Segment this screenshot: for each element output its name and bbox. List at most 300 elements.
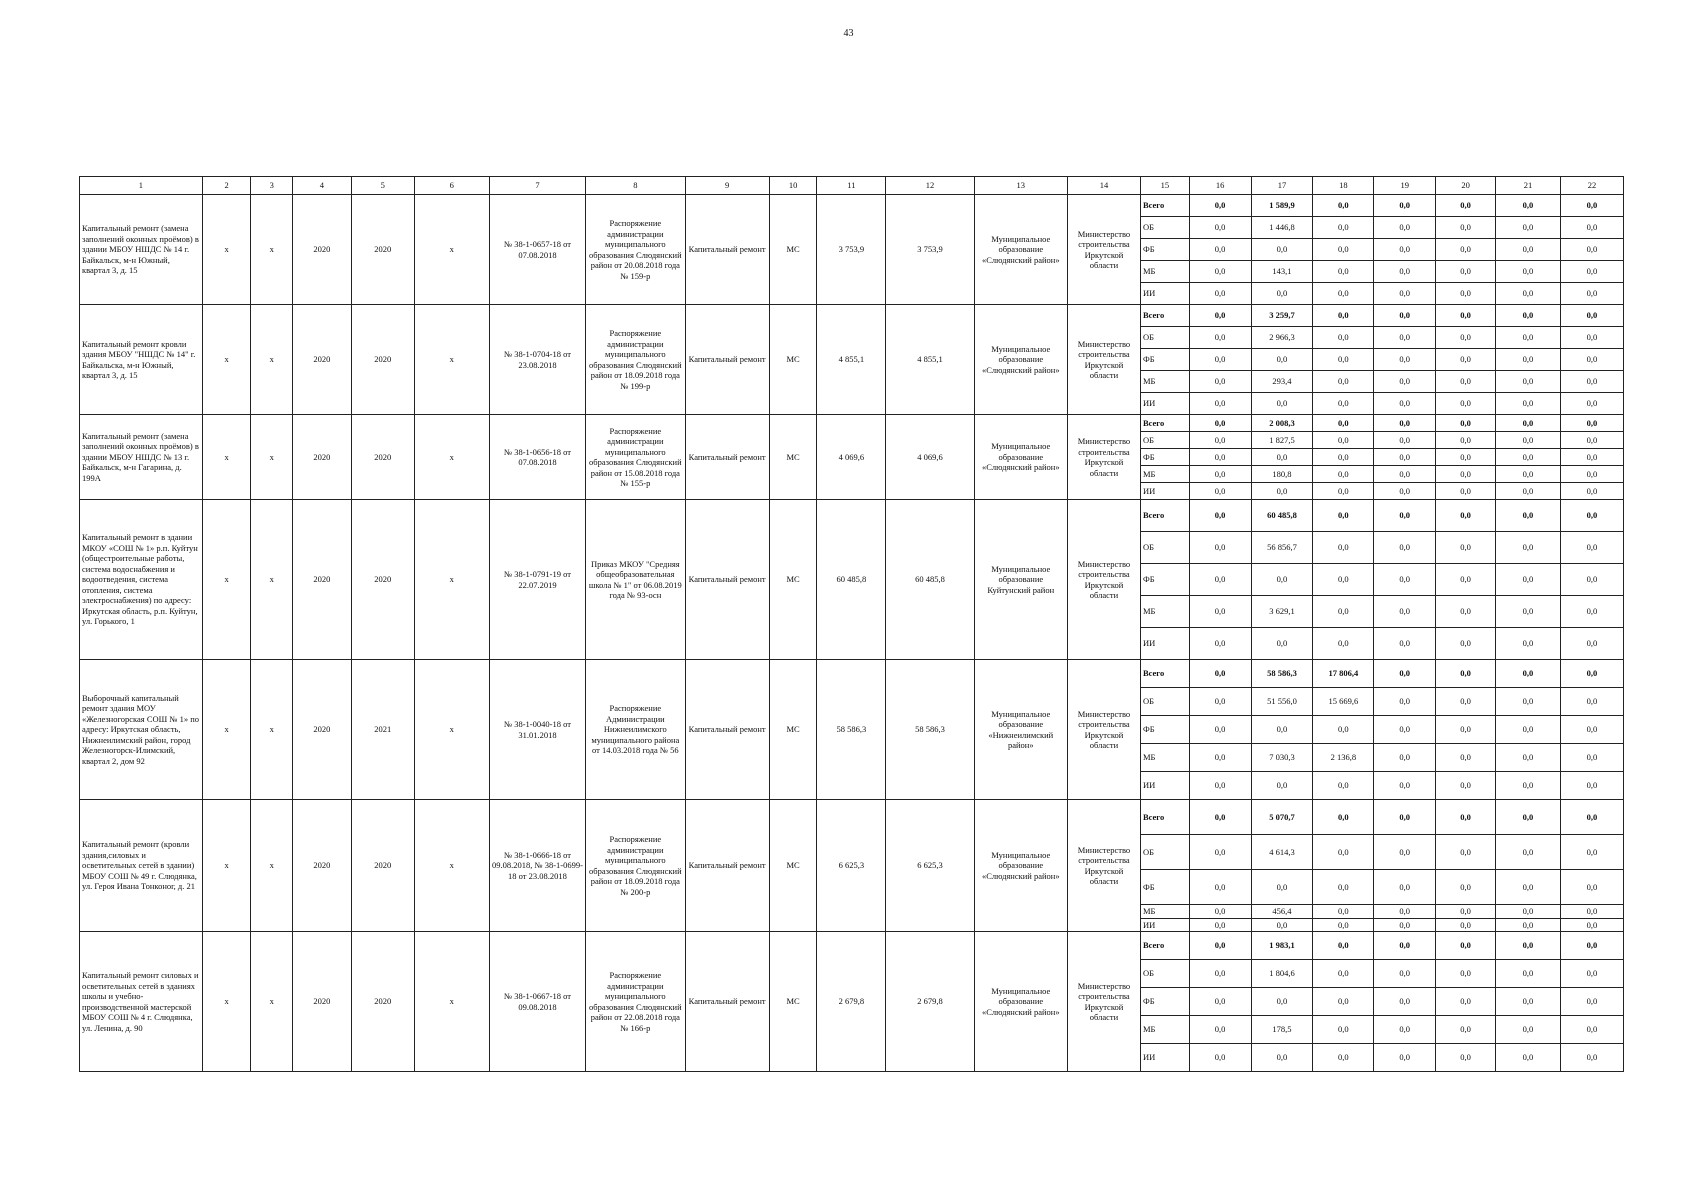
- funding-source-cell: ФБ: [1140, 716, 1189, 744]
- amount-cell-col16: 0,0: [1189, 1016, 1251, 1044]
- financing-table-container: [79, 176, 1624, 1072]
- amount-cell-col18: 0,0: [1313, 327, 1374, 349]
- amount-cell-col22: 0,0: [1560, 305, 1623, 327]
- amount-cell-col20: 0,0: [1436, 960, 1496, 988]
- column-header-17: 17: [1251, 177, 1313, 195]
- amount-cell-col19: 0,0: [1374, 532, 1436, 564]
- cost-total-cell: 4 069,6: [817, 415, 886, 500]
- recipient-cell: Муниципальное образование «Слюдянский район»: [974, 195, 1067, 305]
- amount-cell-col18: 0,0: [1313, 628, 1374, 660]
- amount-cell-col17: 5 070,7: [1251, 800, 1313, 835]
- amount-cell-col22: 0,0: [1560, 870, 1623, 905]
- amount-cell-col21: 0,0: [1496, 239, 1561, 261]
- amount-cell-col16: 0,0: [1189, 596, 1251, 628]
- funding-source-cell: ОБ: [1140, 960, 1189, 988]
- amount-cell-col22: 0,0: [1560, 960, 1623, 988]
- funding-source-cell: ОБ: [1140, 688, 1189, 716]
- amount-cell-col16: 0,0: [1189, 466, 1251, 483]
- work-type-cell: Капитальный ремонт: [685, 500, 769, 660]
- amount-cell-col20: 0,0: [1436, 988, 1496, 1016]
- table-row: [80, 800, 1624, 835]
- amount-cell-col18: 0,0: [1313, 1016, 1374, 1044]
- expertise-cell: № 38-1-0657-18 от 07.08.2018: [489, 195, 585, 305]
- amount-cell-col16: 0,0: [1189, 1044, 1251, 1072]
- amount-cell-col22: 0,0: [1560, 283, 1623, 305]
- amount-cell-col16: 0,0: [1189, 239, 1251, 261]
- funding-source-cell: ИИ: [1140, 772, 1189, 800]
- amount-cell-col21: 0,0: [1496, 596, 1561, 628]
- work-type-cell: Капитальный ремонт: [685, 195, 769, 305]
- amount-cell-col19: 0,0: [1374, 628, 1436, 660]
- amount-cell-col18: 0,0: [1313, 564, 1374, 596]
- amount-cell-col17: 0,0: [1251, 564, 1313, 596]
- amount-cell-col17: 178,5: [1251, 1016, 1313, 1044]
- page-number: 43: [843, 28, 854, 39]
- amount-cell-col19: 0,0: [1374, 835, 1436, 870]
- amount-cell-col17: 0,0: [1251, 628, 1313, 660]
- amount-cell-col22: 0,0: [1560, 466, 1623, 483]
- funding-source-cell: Всего: [1140, 415, 1189, 432]
- amount-cell-col18: 0,0: [1313, 371, 1374, 393]
- amount-cell-col22: 0,0: [1560, 1044, 1623, 1072]
- expertise-cell: № 38-1-0666-18 от 09.08.2018, № 38-1-0699-18 от 23.08.2018: [489, 800, 585, 932]
- object-cell: Капитальный ремонт в здании МКОУ «СОШ № 1» р.п. Куйтун (общестроительные работы, система водоснабжения и водоотведения, система отопления, система электроснабжения) по адресу: Иркутская область, р.п. Куйтун, ул. Горького, 1: [80, 500, 203, 660]
- funding-source-cell: МБ: [1140, 371, 1189, 393]
- work-type-cell: Капитальный ремонт: [685, 660, 769, 800]
- amount-cell-col21: 0,0: [1496, 483, 1561, 500]
- amount-cell-col16: 0,0: [1189, 905, 1251, 919]
- amount-cell-col21: 0,0: [1496, 449, 1561, 466]
- amount-cell-col19: 0,0: [1374, 261, 1436, 283]
- funding-source-cell: МБ: [1140, 1016, 1189, 1044]
- col2-cell: x: [202, 500, 251, 660]
- funding-source-cell: ФБ: [1140, 870, 1189, 905]
- amount-cell-col21: 0,0: [1496, 371, 1561, 393]
- funding-source-cell: Всего: [1140, 932, 1189, 960]
- col3-cell: x: [251, 800, 293, 932]
- column-header-11: 11: [817, 177, 886, 195]
- table-body: [80, 195, 1624, 1072]
- amount-cell-col17: 1 804,6: [1251, 960, 1313, 988]
- amount-cell-col20: 0,0: [1436, 432, 1496, 449]
- amount-cell-col22: 0,0: [1560, 744, 1623, 772]
- amount-cell-col20: 0,0: [1436, 1044, 1496, 1072]
- column-header-6: 6: [414, 177, 489, 195]
- cost-remaining-cell: 60 485,8: [886, 500, 974, 660]
- amount-cell-col21: 0,0: [1496, 1016, 1561, 1044]
- amount-cell-col17: 0,0: [1251, 988, 1313, 1016]
- amount-cell-col19: 0,0: [1374, 466, 1436, 483]
- column-header-22: 22: [1560, 177, 1623, 195]
- expertise-cell: № 38-1-0704-18 от 23.08.2018: [489, 305, 585, 415]
- amount-cell-col20: 0,0: [1436, 716, 1496, 744]
- column-header-15: 15: [1140, 177, 1189, 195]
- amount-cell-col21: 0,0: [1496, 744, 1561, 772]
- column-header-18: 18: [1313, 177, 1374, 195]
- amount-cell-col18: 0,0: [1313, 932, 1374, 960]
- ministry-cell: Министерство строительства Иркутской области: [1067, 195, 1140, 305]
- amount-cell-col18: 15 669,6: [1313, 688, 1374, 716]
- funding-source-cell: МБ: [1140, 466, 1189, 483]
- amount-cell-col19: 0,0: [1374, 500, 1436, 532]
- amount-cell-col22: 0,0: [1560, 415, 1623, 432]
- amount-cell-col21: 0,0: [1496, 217, 1561, 239]
- amount-cell-col21: 0,0: [1496, 500, 1561, 532]
- document-cell: Распоряжение администрации муниципального образования Слюдянский район от 15.08.2018 года № 155-р: [586, 415, 685, 500]
- amount-cell-col19: 0,0: [1374, 239, 1436, 261]
- funding-source-cell: МБ: [1140, 905, 1189, 919]
- col2-cell: x: [202, 415, 251, 500]
- amount-cell-col21: 0,0: [1496, 1044, 1561, 1072]
- amount-cell-col22: 0,0: [1560, 628, 1623, 660]
- amount-cell-col17: 4 614,3: [1251, 835, 1313, 870]
- table-row: [80, 500, 1624, 532]
- expertise-cell: № 38-1-0667-18 от 09.08.2018: [489, 932, 585, 1072]
- col3-cell: x: [251, 195, 293, 305]
- amount-cell-col22: 0,0: [1560, 660, 1623, 688]
- amount-cell-col19: 0,0: [1374, 960, 1436, 988]
- amount-cell-col21: 0,0: [1496, 960, 1561, 988]
- amount-cell-col18: 0,0: [1313, 305, 1374, 327]
- column-header-13: 13: [974, 177, 1067, 195]
- column-header-8: 8: [586, 177, 685, 195]
- amount-cell-col18: 0,0: [1313, 918, 1374, 932]
- funding-source-cell: ИИ: [1140, 918, 1189, 932]
- amount-cell-col21: 0,0: [1496, 393, 1561, 415]
- cost-total-cell: 3 753,9: [817, 195, 886, 305]
- amount-cell-col21: 0,0: [1496, 415, 1561, 432]
- amount-cell-col20: 0,0: [1436, 371, 1496, 393]
- amount-cell-col16: 0,0: [1189, 349, 1251, 371]
- start-year-cell: 2020: [293, 660, 352, 800]
- amount-cell-col22: 0,0: [1560, 449, 1623, 466]
- recipient-cell: Муниципальное образование «Слюдянский район»: [974, 932, 1067, 1072]
- amount-cell-col16: 0,0: [1189, 483, 1251, 500]
- amount-cell-col20: 0,0: [1436, 800, 1496, 835]
- cost-total-cell: 6 625,3: [817, 800, 886, 932]
- amount-cell-col16: 0,0: [1189, 432, 1251, 449]
- amount-cell-col22: 0,0: [1560, 500, 1623, 532]
- column-header-12: 12: [886, 177, 974, 195]
- amount-cell-col20: 0,0: [1436, 393, 1496, 415]
- amount-cell-col17: 0,0: [1251, 283, 1313, 305]
- col2-cell: x: [202, 195, 251, 305]
- amount-cell-col20: 0,0: [1436, 327, 1496, 349]
- funding-source-cell: ИИ: [1140, 628, 1189, 660]
- form-cell: МС: [769, 305, 817, 415]
- amount-cell-col16: 0,0: [1189, 195, 1251, 217]
- amount-cell-col19: 0,0: [1374, 918, 1436, 932]
- amount-cell-col18: 0,0: [1313, 432, 1374, 449]
- col3-cell: x: [251, 305, 293, 415]
- amount-cell-col17: 56 856,7: [1251, 532, 1313, 564]
- end-year-cell: 2020: [351, 500, 414, 660]
- amount-cell-col21: 0,0: [1496, 870, 1561, 905]
- start-year-cell: 2020: [293, 195, 352, 305]
- amount-cell-col21: 0,0: [1496, 772, 1561, 800]
- column-header-16: 16: [1189, 177, 1251, 195]
- start-year-cell: 2020: [293, 500, 352, 660]
- work-type-cell: Капитальный ремонт: [685, 305, 769, 415]
- amount-cell-col17: 0,0: [1251, 772, 1313, 800]
- column-header-20: 20: [1436, 177, 1496, 195]
- header-row: [80, 177, 1624, 195]
- column-header-1: 1: [80, 177, 203, 195]
- object-cell: Капитальный ремонт (кровли здания,силовых и осветительных сетей в здании) МБОУ СОШ № 49 г. Слюдянка, ул. Героя Ивана Тонконог, д. 21: [80, 800, 203, 932]
- amount-cell-col18: 0,0: [1313, 239, 1374, 261]
- amount-cell-col19: 0,0: [1374, 1016, 1436, 1044]
- amount-cell-col22: 0,0: [1560, 716, 1623, 744]
- amount-cell-col19: 0,0: [1374, 1044, 1436, 1072]
- amount-cell-col20: 0,0: [1436, 483, 1496, 500]
- amount-cell-col16: 0,0: [1189, 932, 1251, 960]
- amount-cell-col20: 0,0: [1436, 628, 1496, 660]
- amount-cell-col18: 0,0: [1313, 1044, 1374, 1072]
- amount-cell-col16: 0,0: [1189, 988, 1251, 1016]
- amount-cell-col17: 143,1: [1251, 261, 1313, 283]
- cost-total-cell: 60 485,8: [817, 500, 886, 660]
- table-row: [80, 660, 1624, 688]
- amount-cell-col16: 0,0: [1189, 744, 1251, 772]
- amount-cell-col19: 0,0: [1374, 393, 1436, 415]
- amount-cell-col18: 0,0: [1313, 195, 1374, 217]
- amount-cell-col20: 0,0: [1436, 660, 1496, 688]
- amount-cell-col20: 0,0: [1436, 1016, 1496, 1044]
- amount-cell-col20: 0,0: [1436, 415, 1496, 432]
- amount-cell-col17: 0,0: [1251, 483, 1313, 500]
- amount-cell-col20: 0,0: [1436, 466, 1496, 483]
- form-cell: МС: [769, 415, 817, 500]
- amount-cell-col18: 0,0: [1313, 500, 1374, 532]
- start-year-cell: 2020: [293, 415, 352, 500]
- amount-cell-col20: 0,0: [1436, 688, 1496, 716]
- amount-cell-col19: 0,0: [1374, 988, 1436, 1016]
- amount-cell-col19: 0,0: [1374, 283, 1436, 305]
- amount-cell-col19: 0,0: [1374, 660, 1436, 688]
- amount-cell-col19: 0,0: [1374, 483, 1436, 500]
- amount-cell-col21: 0,0: [1496, 660, 1561, 688]
- col2-cell: x: [202, 305, 251, 415]
- amount-cell-col16: 0,0: [1189, 918, 1251, 932]
- document-cell: Приказ МКОУ "Средняя общеобразовательная школа № 1" от 06.08.2019 года № 93-осн: [586, 500, 685, 660]
- amount-cell-col16: 0,0: [1189, 564, 1251, 596]
- amount-cell-col21: 0,0: [1496, 688, 1561, 716]
- amount-cell-col19: 0,0: [1374, 905, 1436, 919]
- work-type-cell: Капитальный ремонт: [685, 800, 769, 932]
- document-cell: Распоряжение администрации муниципального образования Слюдянский район от 18.09.2018 года № 200-р: [586, 800, 685, 932]
- amount-cell-col16: 0,0: [1189, 772, 1251, 800]
- amount-cell-col19: 0,0: [1374, 800, 1436, 835]
- amount-cell-col16: 0,0: [1189, 835, 1251, 870]
- col6-cell: x: [414, 800, 489, 932]
- amount-cell-col20: 0,0: [1436, 532, 1496, 564]
- funding-source-cell: ОБ: [1140, 432, 1189, 449]
- amount-cell-col16: 0,0: [1189, 960, 1251, 988]
- funding-source-cell: ИИ: [1140, 483, 1189, 500]
- amount-cell-col22: 0,0: [1560, 772, 1623, 800]
- funding-source-cell: ФБ: [1140, 988, 1189, 1016]
- amount-cell-col17: 456,4: [1251, 905, 1313, 919]
- end-year-cell: 2020: [351, 800, 414, 932]
- column-header-10: 10: [769, 177, 817, 195]
- amount-cell-col21: 0,0: [1496, 432, 1561, 449]
- recipient-cell: Муниципальное образование «Слюдянский район»: [974, 415, 1067, 500]
- amount-cell-col19: 0,0: [1374, 327, 1436, 349]
- funding-source-cell: ОБ: [1140, 835, 1189, 870]
- amount-cell-col18: 0,0: [1313, 800, 1374, 835]
- end-year-cell: 2021: [351, 660, 414, 800]
- amount-cell-col22: 0,0: [1560, 918, 1623, 932]
- column-header-3: 3: [251, 177, 293, 195]
- amount-cell-col21: 0,0: [1496, 905, 1561, 919]
- amount-cell-col20: 0,0: [1436, 870, 1496, 905]
- col2-cell: x: [202, 800, 251, 932]
- amount-cell-col22: 0,0: [1560, 688, 1623, 716]
- amount-cell-col21: 0,0: [1496, 532, 1561, 564]
- column-header-19: 19: [1374, 177, 1436, 195]
- document-cell: Распоряжение администрации муниципального образования Слюдянский район от 20.08.2018 года № 159-р: [586, 195, 685, 305]
- work-type-cell: Капитальный ремонт: [685, 415, 769, 500]
- cost-remaining-cell: 2 679,8: [886, 932, 974, 1072]
- amount-cell-col22: 0,0: [1560, 239, 1623, 261]
- amount-cell-col21: 0,0: [1496, 628, 1561, 660]
- amount-cell-col19: 0,0: [1374, 449, 1436, 466]
- amount-cell-col18: 0,0: [1313, 960, 1374, 988]
- amount-cell-col20: 0,0: [1436, 905, 1496, 919]
- start-year-cell: 2020: [293, 800, 352, 932]
- amount-cell-col21: 0,0: [1496, 327, 1561, 349]
- column-header-7: 7: [489, 177, 585, 195]
- cost-total-cell: 4 855,1: [817, 305, 886, 415]
- col6-cell: x: [414, 195, 489, 305]
- amount-cell-col16: 0,0: [1189, 371, 1251, 393]
- amount-cell-col18: 0,0: [1313, 835, 1374, 870]
- amount-cell-col17: 3 259,7: [1251, 305, 1313, 327]
- amount-cell-col22: 0,0: [1560, 349, 1623, 371]
- amount-cell-col17: 0,0: [1251, 239, 1313, 261]
- amount-cell-col17: 7 030,3: [1251, 744, 1313, 772]
- amount-cell-col22: 0,0: [1560, 905, 1623, 919]
- amount-cell-col16: 0,0: [1189, 688, 1251, 716]
- amount-cell-col17: 2 008,3: [1251, 415, 1313, 432]
- expertise-cell: № 38-1-0656-18 от 07.08.2018: [489, 415, 585, 500]
- amount-cell-col22: 0,0: [1560, 261, 1623, 283]
- expertise-cell: № 38-1-0791-19 от 22.07.2019: [489, 500, 585, 660]
- funding-source-cell: Всего: [1140, 195, 1189, 217]
- column-header-21: 21: [1496, 177, 1561, 195]
- col2-cell: x: [202, 660, 251, 800]
- amount-cell-col21: 0,0: [1496, 932, 1561, 960]
- col6-cell: x: [414, 660, 489, 800]
- amount-cell-col22: 0,0: [1560, 988, 1623, 1016]
- amount-cell-col17: 51 556,0: [1251, 688, 1313, 716]
- funding-source-cell: ИИ: [1140, 1044, 1189, 1072]
- amount-cell-col22: 0,0: [1560, 327, 1623, 349]
- amount-cell-col21: 0,0: [1496, 564, 1561, 596]
- funding-source-cell: ФБ: [1140, 564, 1189, 596]
- col3-cell: x: [251, 500, 293, 660]
- document-cell: Распоряжение Администрации Нижнеилимского муниципального района от 14.03.2018 года № 56: [586, 660, 685, 800]
- amount-cell-col17: 1 983,1: [1251, 932, 1313, 960]
- amount-cell-col22: 0,0: [1560, 532, 1623, 564]
- amount-cell-col20: 0,0: [1436, 744, 1496, 772]
- amount-cell-col18: 0,0: [1313, 772, 1374, 800]
- table-row: [80, 305, 1624, 327]
- amount-cell-col16: 0,0: [1189, 660, 1251, 688]
- amount-cell-col16: 0,0: [1189, 217, 1251, 239]
- object-cell: Капитальный ремонт (замена заполнений оконных проёмов) в здании МБОУ НШДС № 13 г. Байкальск, м-н Гагарина, д. 199А: [80, 415, 203, 500]
- amount-cell-col18: 0,0: [1313, 393, 1374, 415]
- object-cell: Капитальный ремонт кровли здания МБОУ "НШДС № 14" г. Байкальска, м-н Южный, квартал 3, д. 15: [80, 305, 203, 415]
- amount-cell-col18: 0,0: [1313, 988, 1374, 1016]
- work-type-cell: Капитальный ремонт: [685, 932, 769, 1072]
- amount-cell-col18: 0,0: [1313, 349, 1374, 371]
- recipient-cell: Муниципальное образование «Слюдянский район»: [974, 800, 1067, 932]
- amount-cell-col18: 2 136,8: [1313, 744, 1374, 772]
- amount-cell-col18: 0,0: [1313, 532, 1374, 564]
- amount-cell-col19: 0,0: [1374, 772, 1436, 800]
- amount-cell-col21: 0,0: [1496, 195, 1561, 217]
- amount-cell-col16: 0,0: [1189, 415, 1251, 432]
- amount-cell-col20: 0,0: [1436, 835, 1496, 870]
- amount-cell-col20: 0,0: [1436, 932, 1496, 960]
- amount-cell-col19: 0,0: [1374, 688, 1436, 716]
- form-cell: МС: [769, 500, 817, 660]
- amount-cell-col20: 0,0: [1436, 449, 1496, 466]
- amount-cell-col22: 0,0: [1560, 596, 1623, 628]
- amount-cell-col19: 0,0: [1374, 564, 1436, 596]
- amount-cell-col21: 0,0: [1496, 800, 1561, 835]
- amount-cell-col20: 0,0: [1436, 195, 1496, 217]
- amount-cell-col17: 0,0: [1251, 1044, 1313, 1072]
- recipient-cell: Муниципальное образование «Нижнеилимский район»: [974, 660, 1067, 800]
- amount-cell-col20: 0,0: [1436, 772, 1496, 800]
- amount-cell-col19: 0,0: [1374, 932, 1436, 960]
- form-cell: МС: [769, 660, 817, 800]
- amount-cell-col20: 0,0: [1436, 596, 1496, 628]
- amount-cell-col19: 0,0: [1374, 744, 1436, 772]
- col3-cell: x: [251, 932, 293, 1072]
- amount-cell-col17: 180,8: [1251, 466, 1313, 483]
- amount-cell-col18: 0,0: [1313, 261, 1374, 283]
- funding-source-cell: ОБ: [1140, 217, 1189, 239]
- amount-cell-col22: 0,0: [1560, 371, 1623, 393]
- amount-cell-col19: 0,0: [1374, 596, 1436, 628]
- funding-source-cell: ФБ: [1140, 239, 1189, 261]
- funding-source-cell: ИИ: [1140, 393, 1189, 415]
- amount-cell-col19: 0,0: [1374, 432, 1436, 449]
- ministry-cell: Министерство строительства Иркутской области: [1067, 500, 1140, 660]
- amount-cell-col17: 293,4: [1251, 371, 1313, 393]
- start-year-cell: 2020: [293, 932, 352, 1072]
- funding-source-cell: ФБ: [1140, 449, 1189, 466]
- end-year-cell: 2020: [351, 305, 414, 415]
- amount-cell-col20: 0,0: [1436, 217, 1496, 239]
- amount-cell-col20: 0,0: [1436, 349, 1496, 371]
- funding-source-cell: ОБ: [1140, 532, 1189, 564]
- cost-remaining-cell: 58 586,3: [886, 660, 974, 800]
- start-year-cell: 2020: [293, 305, 352, 415]
- funding-source-cell: МБ: [1140, 596, 1189, 628]
- amount-cell-col19: 0,0: [1374, 349, 1436, 371]
- amount-cell-col19: 0,0: [1374, 371, 1436, 393]
- recipient-cell: Муниципальное образование «Слюдянский район»: [974, 305, 1067, 415]
- amount-cell-col19: 0,0: [1374, 217, 1436, 239]
- recipient-cell: Муниципальное образование Куйтунский район: [974, 500, 1067, 660]
- end-year-cell: 2020: [351, 195, 414, 305]
- col6-cell: x: [414, 305, 489, 415]
- object-cell: Выборочный капитальный ремонт здания МОУ «Железногорская СОШ № 1» по адресу: Иркутская область, Нижнеилимский район, город Железногорск-Илимский, квартал 2, дом 92: [80, 660, 203, 800]
